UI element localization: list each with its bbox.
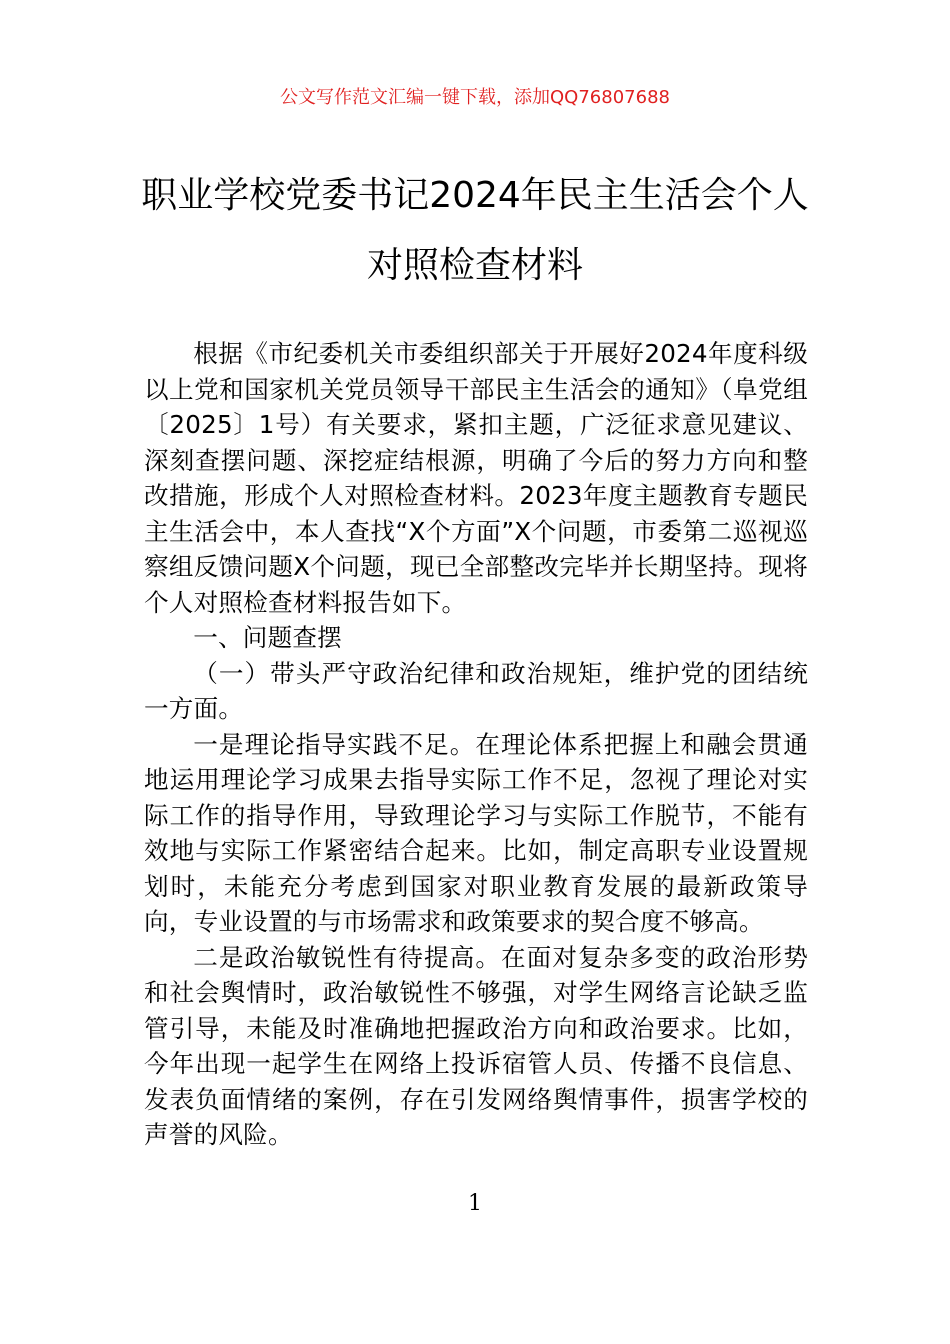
document-title-line-1: 职业学校党委书记2024年民主生活会个人 [141,175,809,216]
body-paragraph: 一是理论指导实践不足。在理论体系把握上和融会贯通地运用理论学习成果去指导实际工作不足，忽视了理论对实际工作的指导作用，导致理论学习与实际工作脱节，不能有效地与实际工作紧密结合起来。比如，制定高职专业设置规划时，未能充分考虑到国家对职业教育发展的最新政策导向，专业设置的与市场需求和政策要求的契合度不够高。 [144,729,808,936]
section-heading: 一、问题查摆 [193,623,342,652]
body-paragraph: 二是政治敏锐性有待提高。在面对复杂多变的政治形势和社会舆情时，政治敏锐性不够强，对学生网络言论缺乏监管引导，未能及时准确地把握政治方向和政治要求。比如，今年出现一起学生在网络上投诉宿管人员、传播不良信息、发表负面情绪的案例，存在引发网络舆情事件，损害学校的声誉的风险。 [144,942,808,1149]
page-number: 1 [468,1191,482,1216]
document-body [144,336,808,1153]
subsection-heading: （一）带头严守政治纪律和政治规矩，维护党的团结统一方面。 [144,658,808,723]
download-banner: 公文写作范文汇编一键下载，添加QQ76807688 [280,87,670,108]
document-title-line-2: 对照检查材料 [366,245,583,286]
intro-paragraph: 根据《市纪委机关市委组织部关于开展好2024年度科级以上党和国家机关党员领导干部民主生活会的通知》（阜党组〔2025〕1号）有关要求，紧扣主题，广泛征求意见建议、深刻查摆问题、深挖症结根源，明确了今后的努力方向和整改措施，形成个人对照检查材料。2023年度主题教育专题民主生活会中，本人查找“X个方面”X个问题，市委第二巡视巡察组反馈问题X个问题，现已全部整改完毕并长期坚持。现将个人对照检查材料报告如下。 [144,339,808,617]
